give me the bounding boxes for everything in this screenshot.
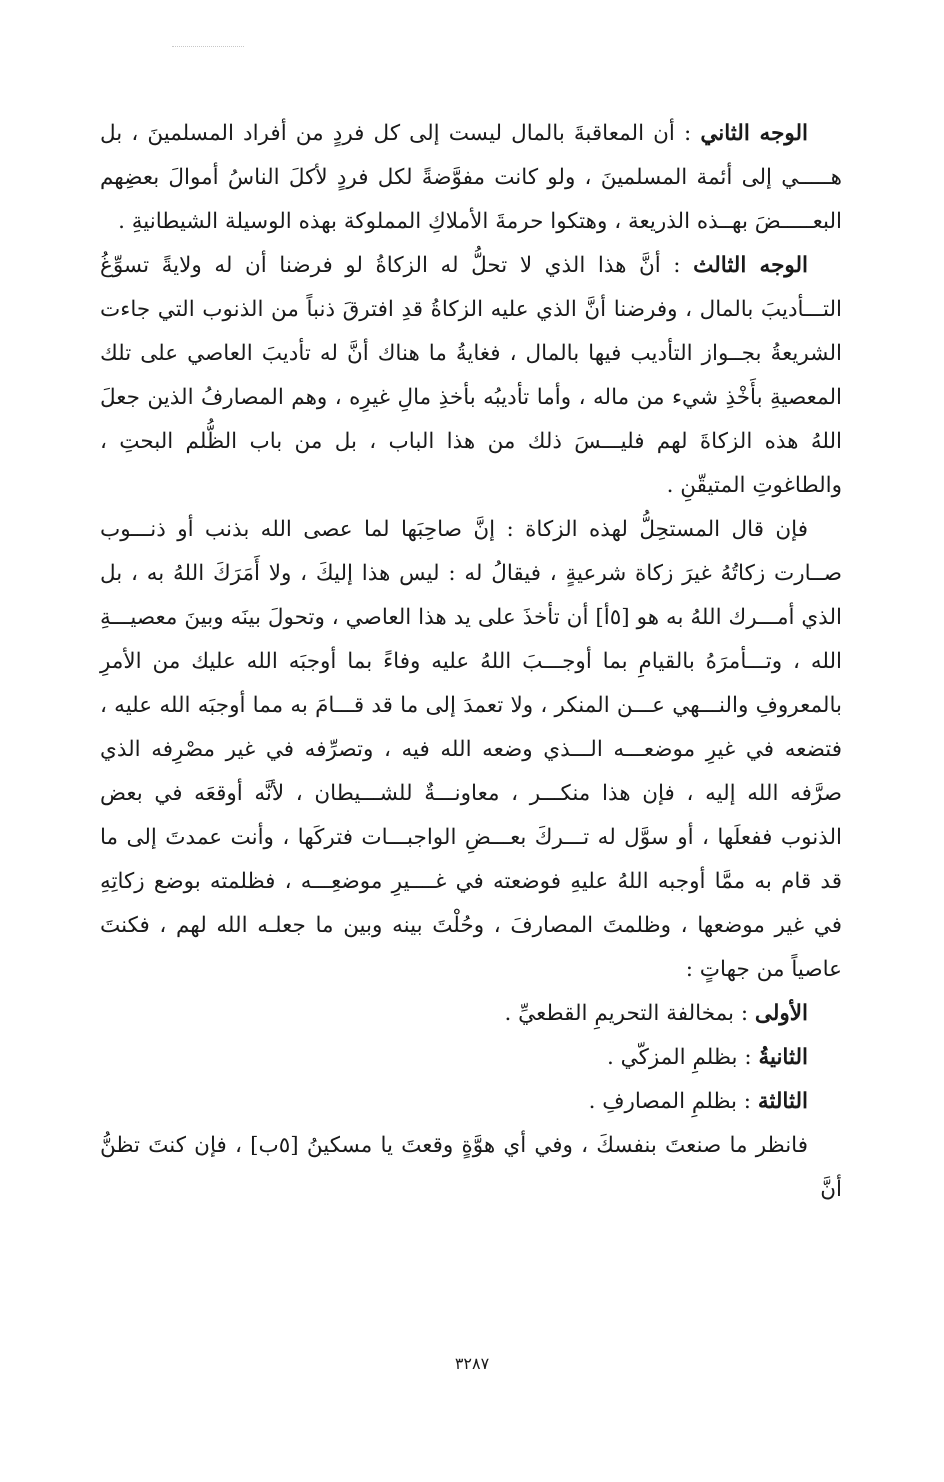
body-text <box>100 112 842 1212</box>
list-item-text: : بظلمِ المصارفِ . <box>588 1089 758 1114</box>
list-item-text: : بمخالفة التحريمِ القطعيِّ . <box>504 1001 755 1026</box>
paragraph-third-aspect <box>100 244 842 508</box>
paragraph-heading: الوجه الثاني <box>700 121 809 146</box>
paragraph-second-aspect <box>100 112 842 244</box>
paragraph-objection <box>100 508 842 992</box>
paragraph-heading: الوجه الثالث <box>693 253 808 278</box>
page-number: ٣٢٨٧ <box>454 1354 490 1373</box>
list-item <box>100 1080 842 1124</box>
list-item <box>100 992 842 1036</box>
list-item-text: : بظلمِ المزكّي . <box>607 1045 759 1070</box>
paragraph-text: : أن المعاقبةَ بالمال ليست إلى كل فردٍ من أفراد المسلمينَ ، بل هـــــي إلى أئمة المسلمينَ ، ولو كانت مفوَّضةً لكل فردٍ لأكلَ الناسُ أموالَ بعضِهم البعـــــضَ بهــذه الذريعة ، وهتكوا حرمةَ الأملاكِ المملوكة بهذه الوسيلة الشيطانيةِ . <box>100 121 842 234</box>
list-item-heading: الثانيةُ <box>758 1045 808 1070</box>
paragraph-closing <box>100 1124 842 1212</box>
paragraph-text: فانظر ما صنعتَ بنفسكَ ، وفي أي هوَّةٍ وقعتَ يا مسكينُ [٥ب] ، فإن كنتَ تظنُّ أنَّ <box>100 1133 842 1202</box>
list-item-heading: الأولى <box>754 1001 808 1026</box>
paragraph-text: فإن قال المستحِلُّ لهذه الزكاة : إنَّ صاحِبَها لما عصى الله بذنب أو ذنـــوب صــارت زكاتُهُ غيرَ زكاة شرعيةٍ ، فيقالُ له : ليس هذا إليكَ ، ولا أَمَرَكَ اللهُ به ، بل الذي أمـــرك اللهُ به هو [٥أ] أن تأخذَ على يد هذا العاصي ، وتحولَ بينَه وبينَ معصيـــةِ الله ، وتـــأمرَهُ بالقيامِ بما أوجـــبَ اللهُ عليه وفاءً بما أوجبَه الله عليك من الأمرِ بالمعروفِ والنـــهي عـــن المنكر ، ولا تعمدَ إلى ما قد قـــامَ به مما أوجبَه الله عليه ، فتضعه في غيرِ موضعـــه الـــذي وضعه الله فيه ، وتصرِّفه في غير مصْرِفه الذي صرَّفه الله إليه ، فإن هذا منكـــر ، معاونـــةٌ للشـــيطان ، لأنَّه أوقعَه في بعض الذنوب ففعلَها ، أو سوَّل له تـــركَ بعـــضِ الواجبـــات فتركَها ، وأنت عمدتَ إلى ما قد قام به ممَّا أوجبه اللهُ عليهِ فوضعته في غــــيرِ موضعِـــه ، فظلمته بوضع زكاتِهِ في غير موضعها ، وظلمتَ المصارفَ ، وحُلْتَ بينه وبين ما جعلـه الله لهم ، فكنتَ عاصياً من جهاتٍ : <box>100 517 842 982</box>
list-item <box>100 1036 842 1080</box>
paragraph-text: : أنَّ هذا الذي لا تحلُّ له الزكاةُ لو فرضنا أن له ولايةً تسوِّغُ التـــأديبَ بالمال ، وفرضنا أنَّ الذي عليه الزكاةُ قدِ افترقَ ذنباً من الذنوب التي جاءت الشريعةُ بجــواز التأديب فيها بالمال ، فغايةُ ما هناك أنَّ له تأديبَ العاصي على تلك المعصيةِ بأَخْذِ شيء من ماله ، وأما تأديبُه بأخذِ مالِ غيرِه ، وهم المصارفُ الذين جعلَ اللهُ هذه الزكاةَ لهم فليـــسَ ذلك من هذا الباب ، بل من باب الظُّلم البحتِ ، والطاغوتِ المتيقّنِ . <box>100 253 842 498</box>
list-item-heading: الثالثة <box>757 1089 808 1114</box>
scan-artifact-dots <box>172 46 244 47</box>
